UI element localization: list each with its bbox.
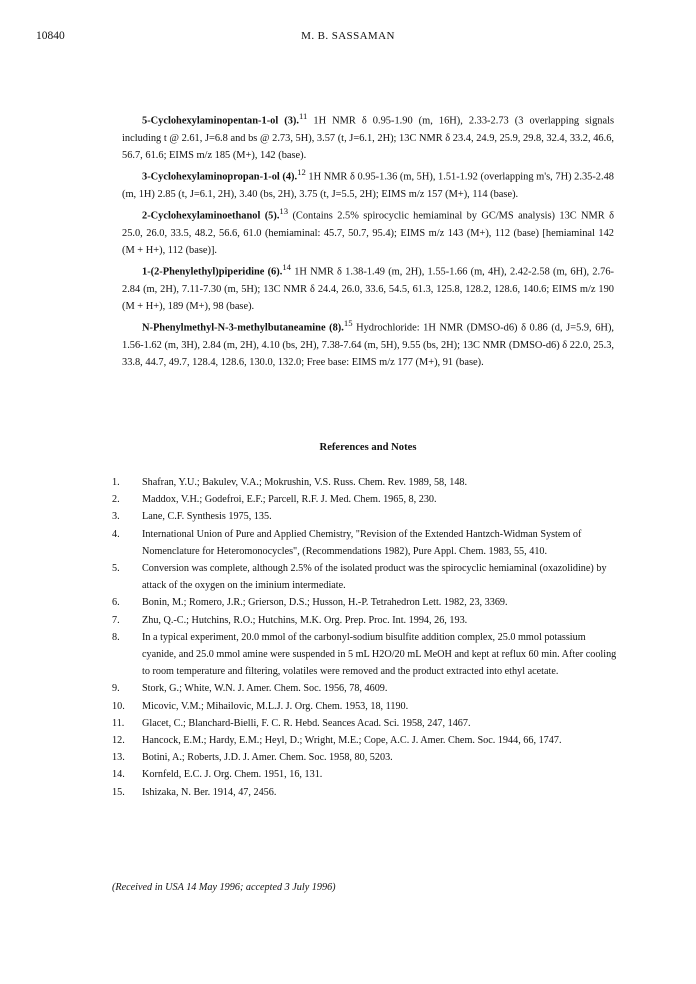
reference-text: International Union of Pure and Applied Chemistry, "Revision of the Extended Hantzch-Widman System of Nomenclature for Heteromonocycles", (Recommendations 1982), Pure Appl. Chem. 1983, 55, 410. (142, 528, 582, 557)
reference-text: Hancock, E.M.; Hardy, E.M.; Heyl, D.; Wright, M.E.; Cope, A.C. J. Amer. Chem. Soc. 1944, 66, 1747. (142, 735, 562, 747)
references-heading: References and Notes (319, 442, 417, 453)
reference-superscript: 12 (297, 167, 306, 178)
reference-number: 3. (112, 511, 120, 523)
reference-item (112, 784, 622, 801)
reference-superscript: 14 (282, 262, 291, 273)
reference-text: Zhu, Q.-C.; Hutchins, R.O.; Hutchins, M.K. Org. Prep. Proc. Int. 1994, 26, 193. (142, 614, 468, 626)
reference-number: 8. (112, 631, 120, 643)
reference-item (112, 629, 622, 681)
reference-text: Glacet, C.; Blanchard-Bielli, F. C. R. Hebd. Seances Acad. Sci. 1958, 247, 1467. (142, 717, 471, 729)
page-number: 10840 (36, 30, 65, 42)
reference-number: 6. (112, 597, 120, 609)
compound-data: Hydrochloride: 1H NMR (DMSO-d6) δ 0.86 (d, J=5.9, 6H), 1.56-1.62 (m, 3H), 2.84 (m, 2H), 4.10 (bs, 2H), 7.38-7.64 (m, 5H), 9.55 (bs, 2H); 13C NMR (DMSO-d6) δ 22.0, 25.3, 33.8, 44.7, 49.7, 128.4, 128.6, 130.0, 132.0; Free base: EIMS m/z 177 (M+), 91 (base). (122, 322, 614, 368)
reference-number: 4. (112, 528, 120, 540)
compound-title: N-Phenylmethyl-N-3-methylbutaneamine (8). (142, 322, 344, 334)
reference-text: Shafran, Y.U.; Bakulev, V.A.; Mokrushin, V.S. Russ. Chem. Rev. 1989, 58, 148. (142, 477, 468, 488)
reference-item (112, 594, 622, 611)
reference-number: 11. (112, 717, 125, 729)
reference-number: 9. (112, 683, 120, 695)
reference-number: 1. (112, 477, 120, 488)
reference-number: 13. (112, 752, 125, 764)
reference-item (112, 749, 622, 766)
reference-item (112, 698, 622, 715)
reference-item (112, 715, 622, 732)
reference-item (112, 612, 622, 629)
reference-superscript: 15 (343, 318, 353, 329)
reference-item (112, 680, 622, 697)
received-accepted-note: (Received in USA 14 May 1996; accepted 3 July 1996) (112, 882, 336, 893)
reference-text: Stork, G.; White, W.N. J. Amer. Chem. Soc. 1956, 78, 4609. (142, 683, 388, 695)
compound-paragraph (122, 108, 614, 164)
reference-item (112, 732, 622, 749)
compound-paragraph (122, 203, 614, 259)
reference-number: 10. (112, 700, 125, 712)
reference-number: 5. (112, 563, 120, 575)
reference-superscript: 13 (279, 205, 289, 216)
compound-data: 1H NMR δ 0.95-1.36 (m, 5H), 1.51-1.92 (overlapping m's, 7H) 2.35-2.48 (m, 1H) 2.85 (t, J=6.1, 2H), 3.40 (bs, 2H), 3.75 (t, J=5.5, 2H); EIMS m/z 157 (M+), 114 (base). (122, 171, 614, 200)
reference-text: Maddox, V.H.; Godefroi, E.F.; Parcell, R.F. J. Med. Chem. 1965, 8, 230. (142, 494, 437, 506)
reference-number: 12. (112, 735, 125, 747)
reference-item (112, 474, 622, 491)
compound-data: (Contains 2.5% spirocyclic hemiaminal by GC/MS analysis) 13C NMR δ 25.0, 26.0, 33.5, 48.2, 56.6, 61.0 (hemiaminal: 45.7, 50.7, 95.4); EIMS m/z 143 (M+), 112 (base) [hemiaminal 142 (M + H+), 112 (base)]. (122, 210, 614, 256)
reference-number: 7. (112, 614, 120, 626)
reference-text: Ishizaka, N. Ber. 1914, 47, 2456. (142, 786, 277, 798)
reference-number: 14. (112, 769, 125, 781)
reference-number: 2. (112, 494, 120, 506)
compound-title: 2-Cyclohexylaminoethanol (5). (142, 210, 280, 222)
reference-text: Botini, A.; Roberts, J.D. J. Amer. Chem. Soc. 1958, 80, 5203. (142, 752, 393, 764)
compound-paragraph (122, 315, 614, 371)
reference-item (112, 766, 622, 783)
compound-data: 1H NMR δ 1.38-1.49 (m, 2H), 1.55-1.66 (m, 4H), 2.42-2.58 (m, 6H), 2.76-2.84 (m, 2H), 7.11-7.30 (m, 5H); 13C NMR δ 24.4, 26.0, 33.6, 54.5, 61.3, 125.8, 128.2, 128.6, 140.6; EIMS m/z 190 (M + H+), 189 (M+), 98 (base). (122, 266, 615, 312)
compound-data: 1H NMR δ 0.95-1.90 (m, 16H), 2.33-2.73 (3 overlapping signals including t @ 2.61, J=6.8 and bs @ 2.73, 5H), 3.57 (t, J=6.1, 2H); 13C NMR δ 23.4, 24.9, 25.9, 29.8, 32.4, 33.2, 46.6, 56.7, 61.6; EIMS m/z 185 (M+), 142 (base). (122, 115, 615, 161)
reference-text: Conversion was complete, although 2.5% of the isolated product was the spirocyclic hemiaminal (oxazolidine) by attack of the oxygen on the iminium intermediate. (142, 563, 607, 592)
references-list (112, 474, 622, 801)
reference-superscript: 11 (299, 111, 308, 121)
compound-paragraph (122, 164, 614, 203)
reference-item (112, 526, 622, 560)
reference-text: Bonin, M.; Romero, J.R.; Grierson, D.S.; Husson, H.-P. Tetrahedron Lett. 1982, 23, 3369. (142, 597, 508, 609)
reference-text: In a typical experiment, 20.0 mmol of the carbonyl-sodium bisulfite addition complex, 25.0 mmol potassium cyanide, and 25.0 mmol amine were suspended in 5 mL H2O/20 mL MeOH and kept at reflux 60 min. After cooling to room temperature and filtering, volatiles were removed and the product extracted into ethyl acetate. (142, 631, 617, 678)
reference-text: Micovic, V.M.; Mihailovic, M.L.J. J. Org. Chem. 1953, 18, 1190. (142, 700, 409, 712)
reference-text: Kornfeld, E.C. J. Org. Chem. 1951, 16, 131. (142, 769, 323, 781)
reference-item (112, 508, 622, 525)
running-title: M. B. SASSAMAN (301, 30, 395, 42)
reference-text: Lane, C.F. Synthesis 1975, 135. (142, 511, 272, 523)
reference-number: 15. (112, 786, 125, 798)
experimental-section (122, 108, 614, 371)
compound-title: 5-Cyclohexylaminopentan-1-ol (3). (142, 115, 299, 127)
reference-item (112, 491, 622, 508)
reference-item (112, 560, 622, 594)
compound-title: 1-(2-Phenylethyl)piperidine (6). (142, 266, 283, 278)
compound-paragraph (122, 259, 614, 315)
compound-title: 3-Cyclohexylaminopropan-1-ol (4). (142, 171, 298, 183)
